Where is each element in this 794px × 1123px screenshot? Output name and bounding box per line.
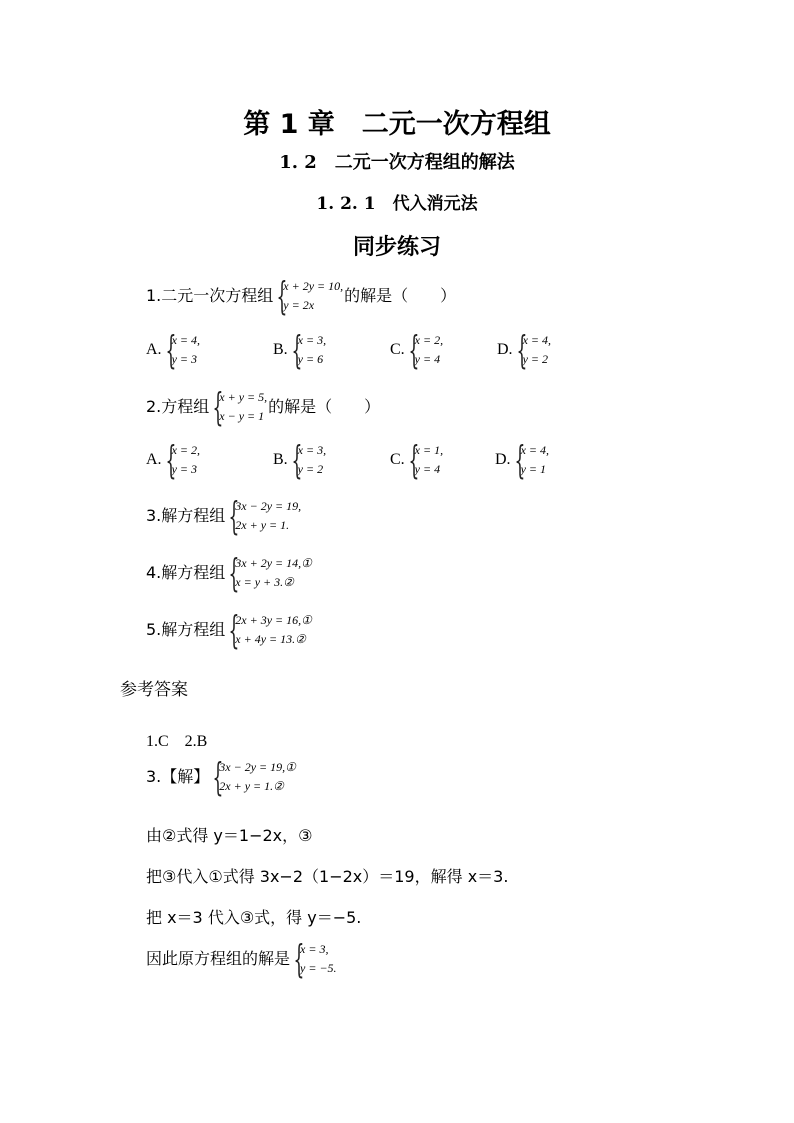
question-5-system: { 2x + 3y = 16,① x + 4y = 13.② (228, 608, 312, 652)
question-1-prefix: 1.二元一次方程组 (146, 286, 274, 305)
final-solution-system: { x = 3, y = −5. (293, 937, 337, 981)
answer-3-system: { 3x − 2y = 19,① 2x + y = 1.② (212, 755, 296, 799)
question-1-suffix: 的解是（ ） (344, 286, 457, 305)
solution-step-4: 因此原方程组的解是 { x = 3, y = −5. (146, 937, 337, 981)
q2-option-c: C. { x = 1, y = 4 (390, 438, 444, 482)
question-2: 2.方程组 { x + y = 5, x − y = 1 的解是（ ） (146, 385, 381, 429)
question-4: 4.解方程组 { 3x + 2y = 14,① x = y + 3.② (146, 551, 312, 595)
question-2-system: { x + y = 5, x − y = 1 (212, 385, 268, 429)
question-4-system: { 3x + 2y = 14,① x = y + 3.② (228, 551, 312, 595)
answer-3: 3.【解】 { 3x − 2y = 19,① 2x + y = 1.② (146, 755, 296, 799)
question-5: 5.解方程组 { 2x + 3y = 16,① x + 4y = 13.② (146, 608, 312, 652)
answer-1-2: 1.C 2.B (146, 733, 208, 750)
subsection-title: 1. 2. 1 代入消元法 (316, 194, 478, 214)
question-3-system: { 3x − 2y = 19, 2x + y = 1. (228, 494, 302, 538)
solution-step-1: 由②式得 y＝1−2x，③ (146, 826, 313, 845)
q1-option-c: C. { x = 2, y = 4 (390, 328, 444, 372)
question-1-system: { x + 2y = 10, y = 2x (276, 274, 344, 318)
q2-option-b: B. { x = 3, y = 2 (273, 438, 327, 482)
q2-option-a: A. { x = 2, y = 3 (146, 438, 200, 482)
solution-step-3: 把 x＝3 代入③式，得 y＝−5. (146, 908, 362, 927)
question-3: 3.解方程组 { 3x − 2y = 19, 2x + y = 1. (146, 494, 302, 538)
practice-title: 同步练习 (352, 235, 441, 260)
question-1 (146, 274, 457, 318)
q1-option-d: D. { x = 4, y = 2 (497, 328, 551, 372)
chapter-title: 第 1 章 二元一次方程组 (243, 109, 551, 140)
section-title: 1. 2 二元一次方程组的解法 (279, 152, 515, 173)
q1-option-b: B. { x = 3, y = 6 (273, 328, 327, 372)
answers-title: 参考答案 (120, 680, 188, 700)
q2-option-d: D. { x = 4, y = 1 (495, 438, 549, 482)
solution-step-2: 把③代入①式得 3x−2（1−2x）＝19，解得 x＝3. (146, 867, 509, 886)
q1-option-a: A. { x = 4, y = 3 (146, 328, 200, 372)
